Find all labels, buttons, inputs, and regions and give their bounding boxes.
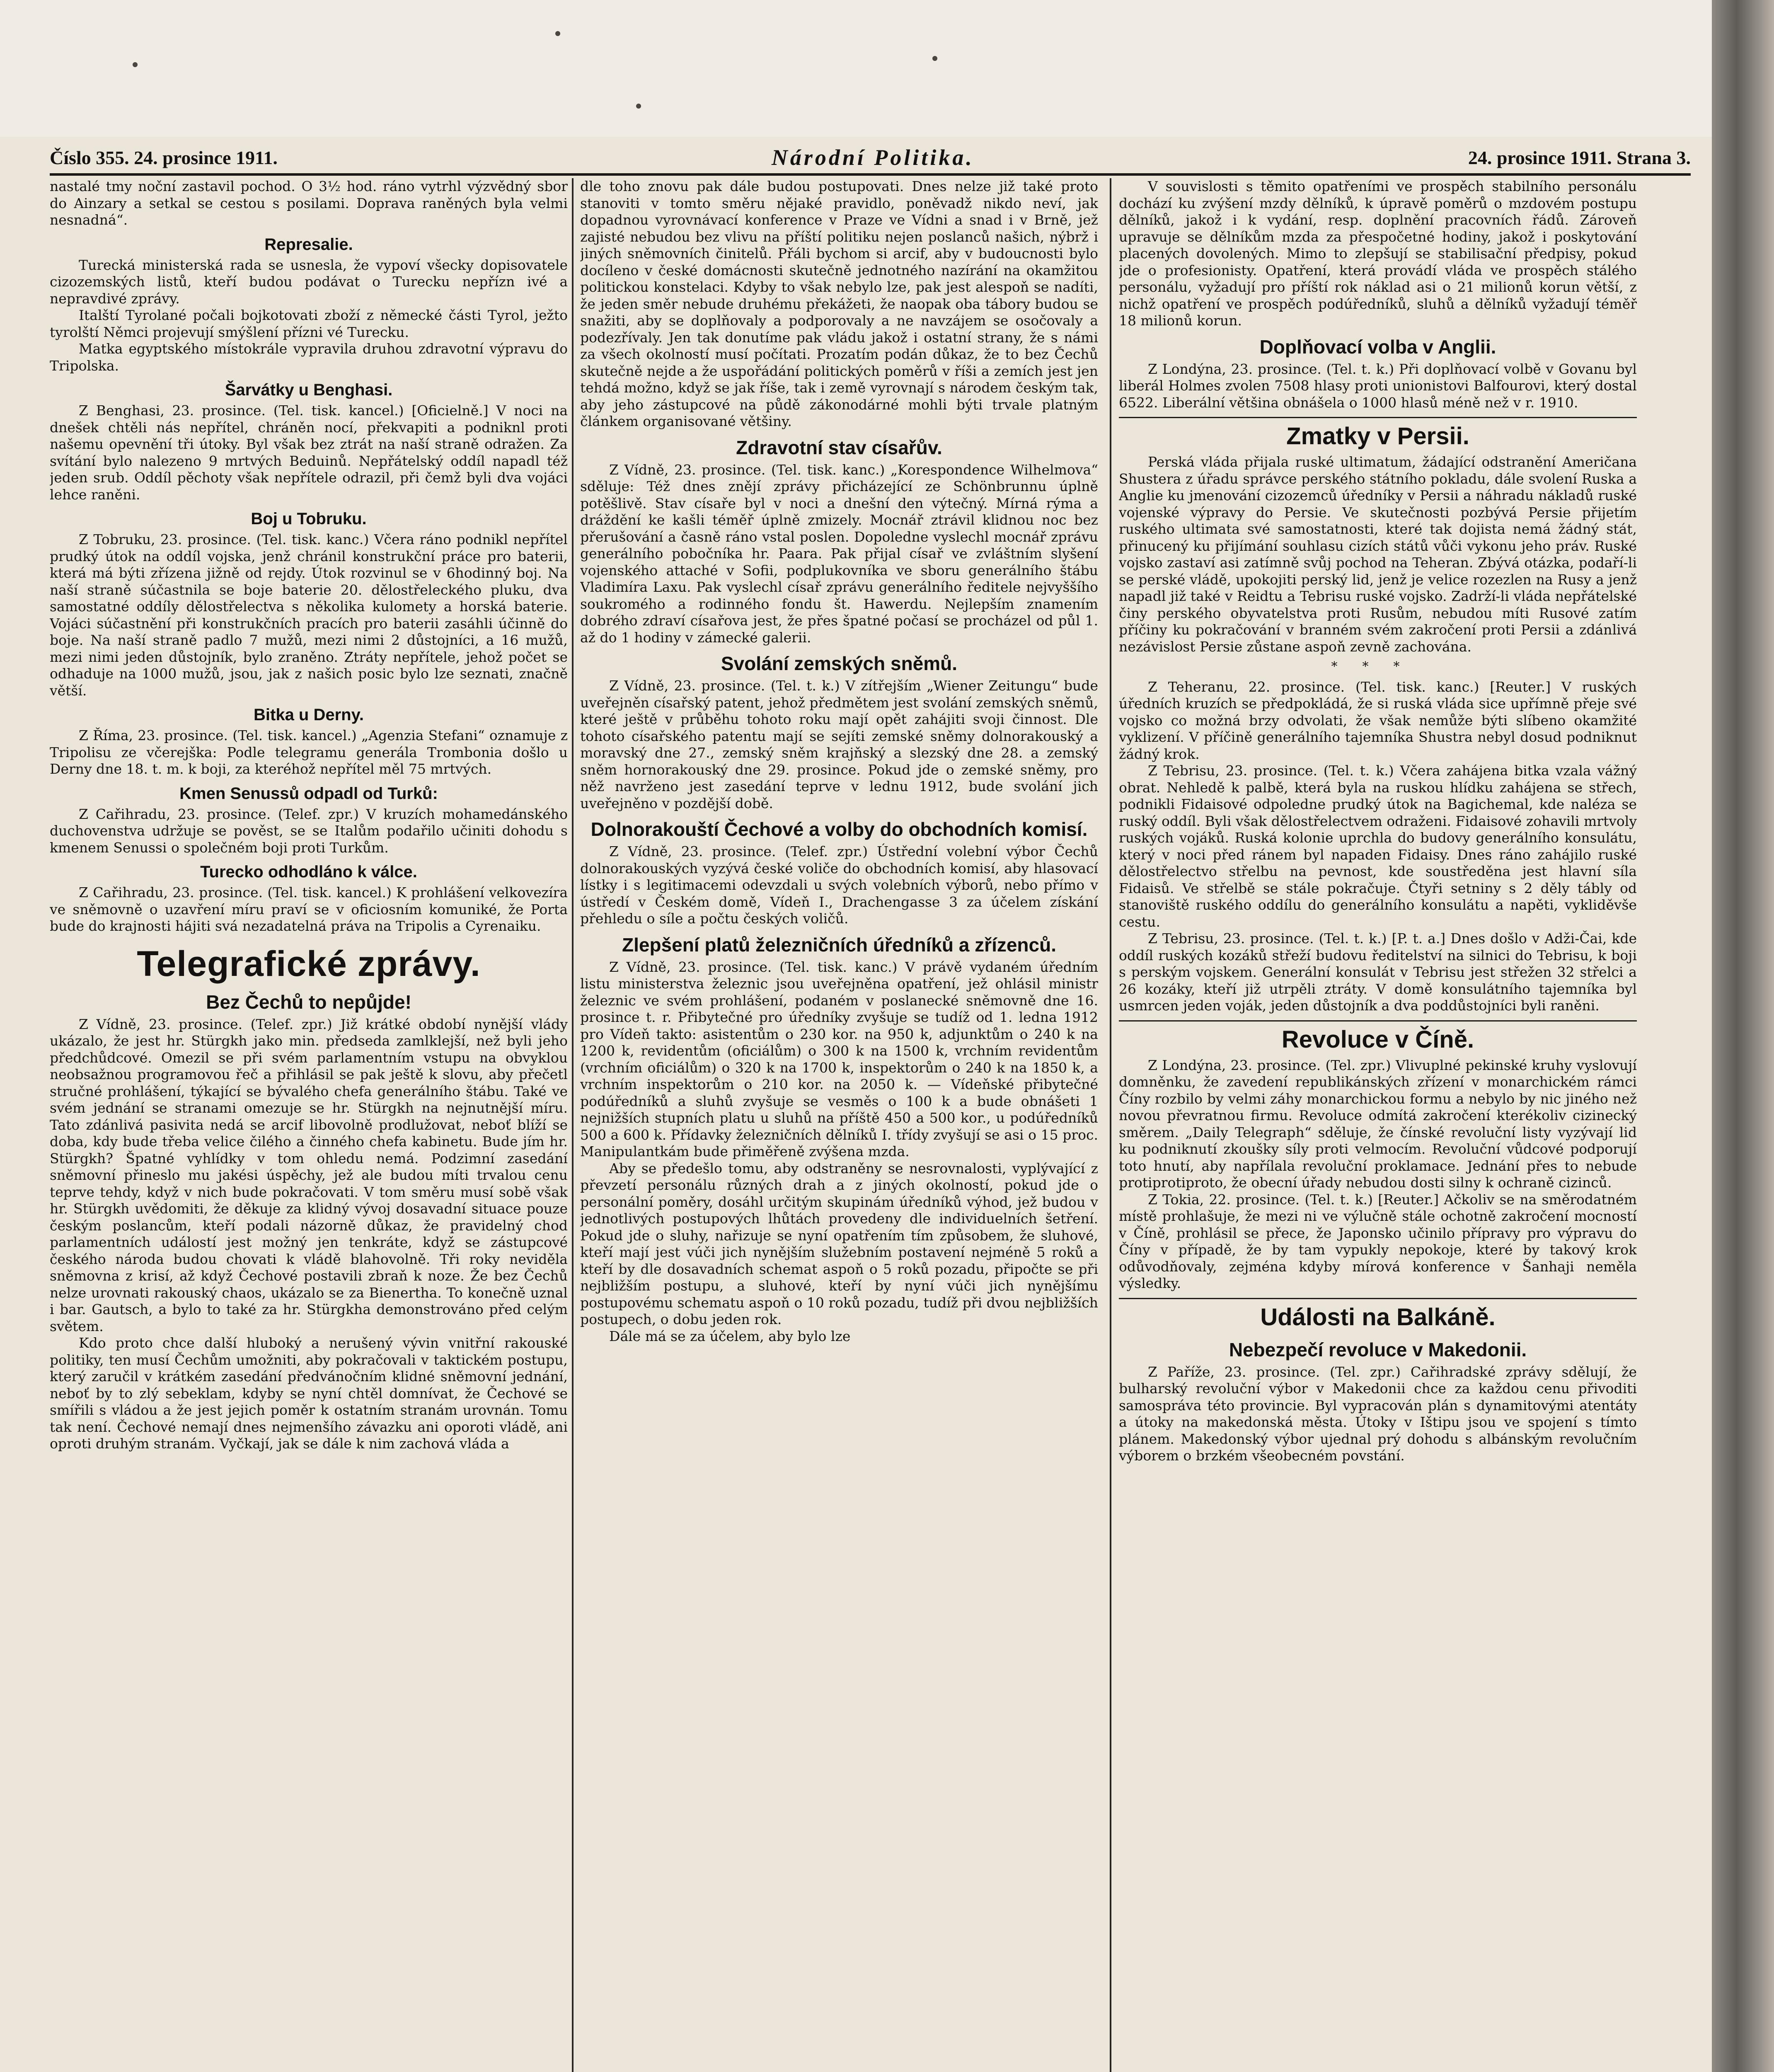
article-paragraph: Z Teheranu, 22. prosince. (Tel. tisk. kanc.) [Reuter.] V ruských úředních kruzích se předpokládá, že si ruská vláda sice upřímně přeje své vojsko co možná brzy odvolati, že však nemůže býti slíbeno okamžité vyklizení. V příčině generálního tajemníka Shustra nebyl dosud podniknut žádný krok.: [1119, 678, 1637, 762]
article-paragraph: V souvislosti s těmito opatřeními ve prospěch stabilního personálu dochází ku zvýšení mzdy dělníků, k úpravě poměrů o mzdovém postupu dělníků, jakož i k vydání, resp. doplnění pracovních řádů. Zároveň upravuje se dělníkům mzda za přespočetné hodiny, jakož i poskytování placených dovolených. Mimo to zlepšují se stabilisační předpisy, pokud jde o profesionisty. Opatření, která provádí vláda ve prospěch stálého personálu, vyžadují pro příští rok náklad asi o 21 milionů korun větší, z nichž opatření ve prospěch podúředníků, sluhů a dělníků vyžadují téměř 18 milionů korun.: [1119, 178, 1637, 329]
paper-speck: [636, 104, 641, 109]
asterism-divider: ***: [1331, 659, 1425, 674]
date-page-info: 24. prosince 1911. Strana 3.: [1468, 147, 1691, 168]
article-heading: Boj u Tobruku.: [251, 510, 367, 528]
article-heading: Turecko odhodláno k válce.: [200, 863, 417, 881]
article-heading: Kmen Senussů odpadl od Turků:: [179, 784, 438, 803]
article-paragraph: Z Vídně, 23. prosince. (Tel. tisk. kanc.) „Korespondence Wilhelmova“ sděluje: Též dnes znějí zprávy přicházející ze Schönbrunnu úplně potěšlivě. Stav císaře byl v noci a dnešní den výtečný. Mírná rýma a dráždění ke kašli téměř úplně zmizely. Mocnář ztrávil klidnou noc bez přerušování a časně ráno vstal poslen. Dopoledne vyslechl mocnář zprávu generálního pobočníka hr. Paara. Pak přijal císař ve zvláštním slyšení vojenského attaché v Sofii, podplukovníka ve sboru generálního štábu Vladimíra Laxu. Pak vyslechl císař zprávu generálního ředitele nejvyššího soukromého a rodinného fondu št. Hawerdu. Nejlepším znamením dobrého zdraví císařova jest, že přes špatné počasí se procházel od půl 1. až do 1 hodiny v zámecké galerii.: [580, 461, 1098, 646]
article-paragraph: Z Paříže, 23. prosince. (Tel. zpr.) Cařihradské zprávy sdělují, že bulharský revoluční výbor v Makedonii chce za každou cenu přivoditi samospráva této provincie. Byl vypracován plán s dynamitovými atentáty a útoky na makedonská města. Útoky v Ištipu jsou ve spojení s tímto plánem. Makedonský výbor ujednal prý dohodu s albánským revolučním výborem o brzkém všeobecném povstání.: [1119, 1363, 1637, 1464]
page-header: [50, 143, 1691, 172]
article-paragraph: Turecká ministerská rada se usnesla, že vypoví všecky dopisovatele cizozemských listů, kteří budou podávat o Turecku nepřízn ivé a nepravdivé zprávy.: [50, 257, 568, 307]
article-paragraph: Z Vídně, 23. prosince. (Telef. zpr.) Ústřední volební výbor Čechů dolnorakouských vyzývá české voliče do obchodních komisí, aby hlasovací lístky i s legitimacemi odevzdali u svých volebních výborů, nebo přímo v ústředí v Českém domě, Vídeň I., Drachengasse 3 za účelem získání přehledu o síle a počtu českých voličů.: [580, 843, 1098, 927]
masthead-name: Národní Politika.: [771, 145, 974, 170]
header-rule: [50, 173, 1691, 176]
article-paragraph: Kdo proto chce další hluboký a nerušený vývin vnitřní rakouské politiky, ten musí Čechům umožniti, aby pokračovali v taktickém postupu, který zaručil v krátkém zasedání předvánočním klidné sněmovní jednání, neboť by to zlý sebeklam, kdyby se nyní chtěl domnívat, že Čechové se smířili s vládou a že jest jejich poměr k ostatním stranám urovnán. Tomu tak není. Čechové nemají dnes nejmenšího závazku ani oporoti vládě, ani oproti druhým stranám. Vyčkají, jak se dále k nim zachová vláda a: [50, 1335, 568, 1452]
column-right: [1119, 178, 1637, 2072]
top-margin: [0, 0, 1774, 137]
article-paragraph: Perská vláda přijala ruské ultimatum, žádající odstranění Američana Shustera z úřadu správce perského státního pokladu, dále svolení Ruska a Anglie ku jmenování cizozemců úředníky v Persii a náhradu nákladů ruské vojenské výpravy do Persie. Ve skutečnosti pozbývá Persie přijetím ruského ultimata své samostatnosti, které tak dojista nemá žádný stát, přinucený ku přijímání souhlasu cizích států vůči vykonu jeho práv. Ruské vojsko zastaví asi zatímně svůj pochod na Teheran. Zbývá otázka, podaří-li se perské vládě, upokojiti perský lid, jenž je velice rozezlen na Rusy a jenž napadl již také v Reidtu a Tebrisu ruské vojsko. Zadrží-li vláda nepřátelské činy perského obyvatelstva proti Rusům, nebudou míti Rusové zatím příčiny ku pokračování v branném svém zakročení proti Persii a zdánlivá nezávislost Persie zůstane aspoň zevně zachována.: [1119, 454, 1637, 655]
column-middle: [580, 178, 1098, 2072]
article-heading: Zmatky v Persii.: [1119, 417, 1637, 451]
article-paragraph: Z Tokia, 22. prosince. (Tel. t. k.) [Reuter.] Ačkoliv se na směrodatném místě prohlašuje, že mezi ni ve výlučně stále ochotně zakročení mocností v Číně, prohlásil se přece, že Japonsko učinilo přípravy pro výpravu do Číny v případě, že by tam vypukly nepokoje, které by takový krok odůvodňovaly, zejména kdyby mírová konference v Šanhaji neměla výsledky.: [1119, 1191, 1637, 1291]
paper-speck: [932, 56, 937, 61]
article-paragraph: Z Říma, 23. prosince. (Tel. tisk. kancel.) „Agenzia Stefani“ oznamuje z Tripolisu ze včerejška: Podle telegramu generála Trombonia došlo u Derny dne 18. t. m. k boji, za kteréhož nepřítel měl 75 mrtvých.: [50, 727, 568, 777]
article-heading: Bez Čechů to nepůjde!: [206, 991, 411, 1013]
article-heading: Revoluce v Číně.: [1119, 1020, 1637, 1055]
article-paragraph: nastalé tmy noční zastavil pochod. O 3½ hod. ráno vytrhl výzvědný sbor do Ainzary a setkal se cestou s posilami. Doprava raněných byla velmi nesnadná“.: [50, 178, 568, 228]
article-paragraph: Z Cařihradu, 23. prosince. (Telef. zpr.) V kruzích mohamedánského duchovenstva udržuje se pověst, se se Italům podařilo učiniti dohodu s kmenem Senussi o společném boji proti Turkům.: [50, 806, 568, 856]
article-paragraph: Italští Tyrolané počali bojkotovati zboží z německé části Tyrol, ježto tyrolští Němci projevují smýšlení přízni vé Turecku.: [50, 307, 568, 340]
article-heading: Dolnorakouští Čechové a volby do obchodních komisí.: [591, 818, 1088, 840]
article-heading: Nebezpečí revoluce v Makedonii.: [1229, 1339, 1527, 1360]
article-paragraph: dle toho znovu pak dále budou postupovati. Dnes nelze již také proto stanoviti v tomto směru nějaké pravidlo, poněvadž nikdo neví, jak dopadnou vyrovnávací konference v Praze ve Vídni a snad i v Brně, jež zajisté nebudou bez vlivu na příští politiku nejen poslanců našich, nýbrž i jiných sněmovních činitelů. Přáli bychom si arcif, aby v budoucnosti bylo docíleno v české domácnosti skutečně jednotného nazírání na okamžitou politickou konstelaci. Kdyby to však nebylo lze, pak jest alespoň se nadíti, že jeden směr nebude druhému překážeti, že naopak oba tábory budou se snažiti, aby se doplňovaly a podporovaly a ne navzájem se osočovaly a podezřívaly. Jen tak donutíme pak vládu jakož i ostatní strany, že s námi za všech okolností musí počítati. Prozatím podán důkaz, že to bez Čechů skutečně nejde a že uspořádání politických poměrů v říši a zemích jest jen tehdá možno, když se jak říše, tak i země vyrovnají s národem českým tak, aby jeho zástupcové na půdě zákonodárné mohli býti trvale platným článkem organisované většiny.: [580, 178, 1098, 429]
article-paragraph: Z Vídně, 23. prosince. (Tel. tisk. kanc.) V právě vydaném úředním listu ministerstva železnic jsou uveřejněna opatření, jež ohlásil ministr železnic ve svém prohlášení, podaném v poslanecké sněmovně dne 16. prosince t. r. Přibytečné pro úředníky zvyšuje se tudíž od 1. ledna 1912 pro Vídeň takto: asistentům o 230 kor. na 950 k, adjunktům o 240 k na 1200 k, revidentům (oficiálům) o 300 k na 1500 k, vrchním revidentům (vrchním oficiálům) o 320 k na 1700 k, inspektorům o 240 k na 1850 k, a vrchním inspektorům o 210 kor. na 2050 k. — Vídeňské přibytečné podúředníků a sluhů zvyšuje se vesměs o 100 k a bude obnášeti 1 nejnižších stupních platu u sluhů na příště 450 a 500 kor., u podúředníků 500 a 600 k. Přídavky železničních dělníků I. třídy zvyšují se asi o 15 proc. Manipulantkám bude přiměřeně zvýšena mzda.: [580, 959, 1098, 1159]
article-paragraph: Z Tobruku, 23. prosince. (Tel. tisk. kanc.) Včera ráno podnikl nepřítel prudký útok na oddíl vojska, jenž chránil konstrukční práce pro baterii, která má býti zřízena jižně od rejdy. Útok rozvinul se v 6hodinný boj. Na naší straně súčastnila se boje baterie 20. dělostřeleckého pluku, dva samostatné oddíly dělostřelectva s několika kulomety a horská baterie. Vojáci súčastnění při konstrukčních pracích pro baterii zasáhli účinně do boje. Na naší straně padlo 7 mužů, mezi nimi 2 důstojníci, a 16 mužů, mezi nimi jeden důstojník, bylo zraněno. Ztráty nepřítele, jehož počet se odhaduje na 1000 mužů, jsou, jak z našich posic bylo lze seznati, značně větší.: [50, 531, 568, 699]
section-title: Události na Balkáně.: [1119, 1298, 1637, 1332]
column-left: [50, 178, 568, 2072]
article-heading: Zdravotní stav císařův.: [736, 436, 942, 458]
article-heading: Bitka u Derny.: [254, 706, 364, 724]
article-paragraph: Z Vídně, 23. prosince. (Telef. zpr.) Již krátké období nynější vlády ukázalo, že jest hr. Stürgkh jako min. předseda zamlklejší, než byli jeho předchůdcové. Omezil se při svém parlamentním vstupu na obvyklou neobsažnou programovou řeč a přihlásil se pak ještě k slovu, aby přečetl stručné prohlášení, týkající se bývalého chefa generálního štábu. Také ve svém jednání se stranami omezuje se hr. Stürgkh na nejnutnější míru. Tato zdánlivá pasivita nedá se arcif libovolně prodlužovat, neboť blíží se doba, kdy bude třeba velice čilého a činného chefa kabinetu. Bude jím hr. Stürgkh? Špatné vyhlídky v tom ohledu nemá. Podzimní zasedání sněmovní přineslo mu jakési úspěchy, jež ale budou míti trvalou cenu teprve tehdy, když v nich bude pokračovati. V tom směru musí sobě však hr. Stürgkh uvědomiti, že děkuje za klidný vývoj dosavadní situace pouze českým poslancům, kteří podali názorně důkaz, že pravidelný chod parlamentních událostí jest možný jen tenkráte, když se zástupcové českého národa budou chovati k vládě blahovolně. Tři roky neviděla sněmovna z krisí, až když Čechové postavili zbraň k noze. Že bez Čechů nelze urovnati rakouský chaos, ukázalo se za Bienertha. To konečně uznal i bar. Gautsch, a bylo to také za hr. Stürgkha demonstrováno před celým světem.: [50, 1016, 568, 1334]
article-heading: Doplňovací volba v Anglii.: [1259, 336, 1496, 358]
article-paragraph: Z Cařihradu, 23. prosince. (Tel. tisk. kancel.) K prohlášení velkovezíra ve sněmovně o uzavření míru praví se v oficiosním komuniké, že Porta bude do krajnosti hájiti svá nezadatelná práva na Tripolis a Cyrenaiku.: [50, 884, 568, 934]
article-paragraph: Matka egyptského místokrále vypravila druhou zdravotní výpravu do Tripolska.: [50, 341, 568, 374]
article-paragraph: Z Tebrisu, 23. prosince. (Tel. t. k.) Včera zahájena bitka vzala vážný obrat. Nehledě k palbě, která byla na ruskou hlídku zahájena se střech, podnikli Fidaisové odpoledne prudký útok na Bagichemal, kde naléza se ruský oddíl. Byli však dělostřelectvem odraženi. Fidaisové zohavili mrtvoly ruských vojáků. Ruská kolonie uprchla do budovy generálního konsulátu, který v noci před ránem byl napaden Fidaisy. Dnes ráno zahájilo ruské dělostřelectvo střelbu na pevnost, kde soustředěna jest hlavní síla Fidaisů. Ve střelbě se stále pokračuje. Čtyři setniny s 2 děly tábly od stanoviště ruského oddílu do generálního konsulátu a napěti, vykliděvše cestu.: [1119, 762, 1637, 930]
article-heading: Represalie.: [264, 235, 353, 254]
paper-speck: [555, 31, 560, 36]
article-paragraph: Aby se předešlo tomu, aby odstraněny se nesrovnalosti, vyplývající z převzetí personálu různých drah a z jiných okolností, pokud jde o personální poměry, dosáhl určitým skupinám úředníků výhod, jež budou v jednotlivých postupových lhůtách provedeny dle individuelních šetření. Pokud jde o sluhy, nařizuje se nyní opatřením tím způsobem, že sluhové, kteří mají jest vúči jich nynějším služebním postavení nejméně 5 roků a kteří by dle dosavadních schemat aspoň o 5 roků pozadu, připočte se při nejbližším postupu, a sluhové, kteří by nyní vúči jich nynějšímu postupovému schematu aspoň o 10 roků pozadu, tudíž při dvou nejbližších postupech, o dobu jeden rok.: [580, 1160, 1098, 1327]
article-paragraph: Dále má se za účelem, aby bylo lze: [609, 1328, 851, 1344]
article-heading: Svolání zemských sněmů.: [721, 653, 958, 674]
paper-speck: [133, 62, 138, 67]
article-heading: Šarvátky u Benghasi.: [225, 381, 393, 399]
column-rule: [572, 178, 574, 2072]
article-paragraph: Z Vídně, 23. prosince. (Tel. t. k.) V zítřejším „Wiener Zeitungu“ bude uveřejněn císařský patent, jehož předmětem jest svolání zemských sněmů, které ještě v průběhu tohoto roku mají opět zahájiti svoji činnost. Dle tohoto císařského patentu mají se sejíti zemské sněmy dolnorakouský a moravský dne 27., zemský sněm krajňský a slezský dne 28. a zemský sněm hornorakouský dne 29. prosince. Pokud jde o zemské sněmy, pro něž navrženo jest zasedání teprve v lednu 1912, bude svolání jich uveřejněno v pozdější době.: [580, 678, 1098, 811]
article-heading: Zlepšení platů železničních úředníků a zřízenců.: [622, 934, 1056, 956]
column-rule: [1110, 178, 1111, 2072]
section-title: Telegrafické zprávy.: [137, 944, 481, 984]
article-paragraph: Z Tebrisu, 23. prosince. (Tel. t. k.) [P. t. a.] Dnes došlo v Adži-Čai, kde oddíl ruských kozáků střeží budovu ředitelství na silnici do Tebrisu, k boji s perským vojskem. Generální konsulát v Tebrisu jest střežen 32 střelci a 26 kozáky, kteří již utrpěli ztráty. V domě konsulátního tajemníka byl usmrcen jeden voják, jeden důstojník a dva poddůstojníci byli raněni.: [1119, 930, 1637, 1014]
article-paragraph: Z Londýna, 23. prosince. (Tel. t. k.) Při doplňovací volbě v Govanu byl liberál Holmes zvolen 7508 hlasy proti unionistovi Balfourovi, který dostal 6522. Liberální většina obnášela o 1000 hlasů méně než v r. 1910.: [1119, 361, 1637, 411]
article-paragraph: Z Londýna, 23. prosince. (Tel. zpr.) Vlivuplné pekinské kruhy vyslovují domněnku, že zavedení republikánských zřízení v monarchickém rámci Číny rozbilo by velmi záhy monarchickou formu a nebylo by nic jiného než novou převratnou firmu. Revoluce odmítá zakročení kterékoliv cizinecký směrem. „Daily Telegraph“ sděluje, že čínské revoluční listy vyzývají lid ku podniknutí zkoušky síly proti velmocím. Revoluční vůdcové podporují toto hnutí, aby napřílala revoluční proklamace. Jednání přes to nebude protiprotiproto, že obecní úřady nebudou dosti silny k ochraně cizinců.: [1119, 1057, 1637, 1191]
page-edge-shadow: [1712, 0, 1774, 2072]
issue-info: Číslo 355. 24. prosince 1911.: [50, 147, 278, 168]
article-paragraph: Z Benghasi, 23. prosince. (Tel. tisk. kancel.) [Oficielně.] V noci na dnešek chtěli nás nepřítel, chráněn nocí, překvapiti a podniknl proti našemu opevnění tři útoky. Byl však bez ztrát na naší straně odražen. Za svítání bylo nalezeno 9 mrtvých Beduinů. Nepřátelský oddíl napadl též jeden srub. Oddíl pěchoty však nepřítele odrazil, při čemž byli dva vojáci lehce raněni.: [50, 402, 568, 503]
